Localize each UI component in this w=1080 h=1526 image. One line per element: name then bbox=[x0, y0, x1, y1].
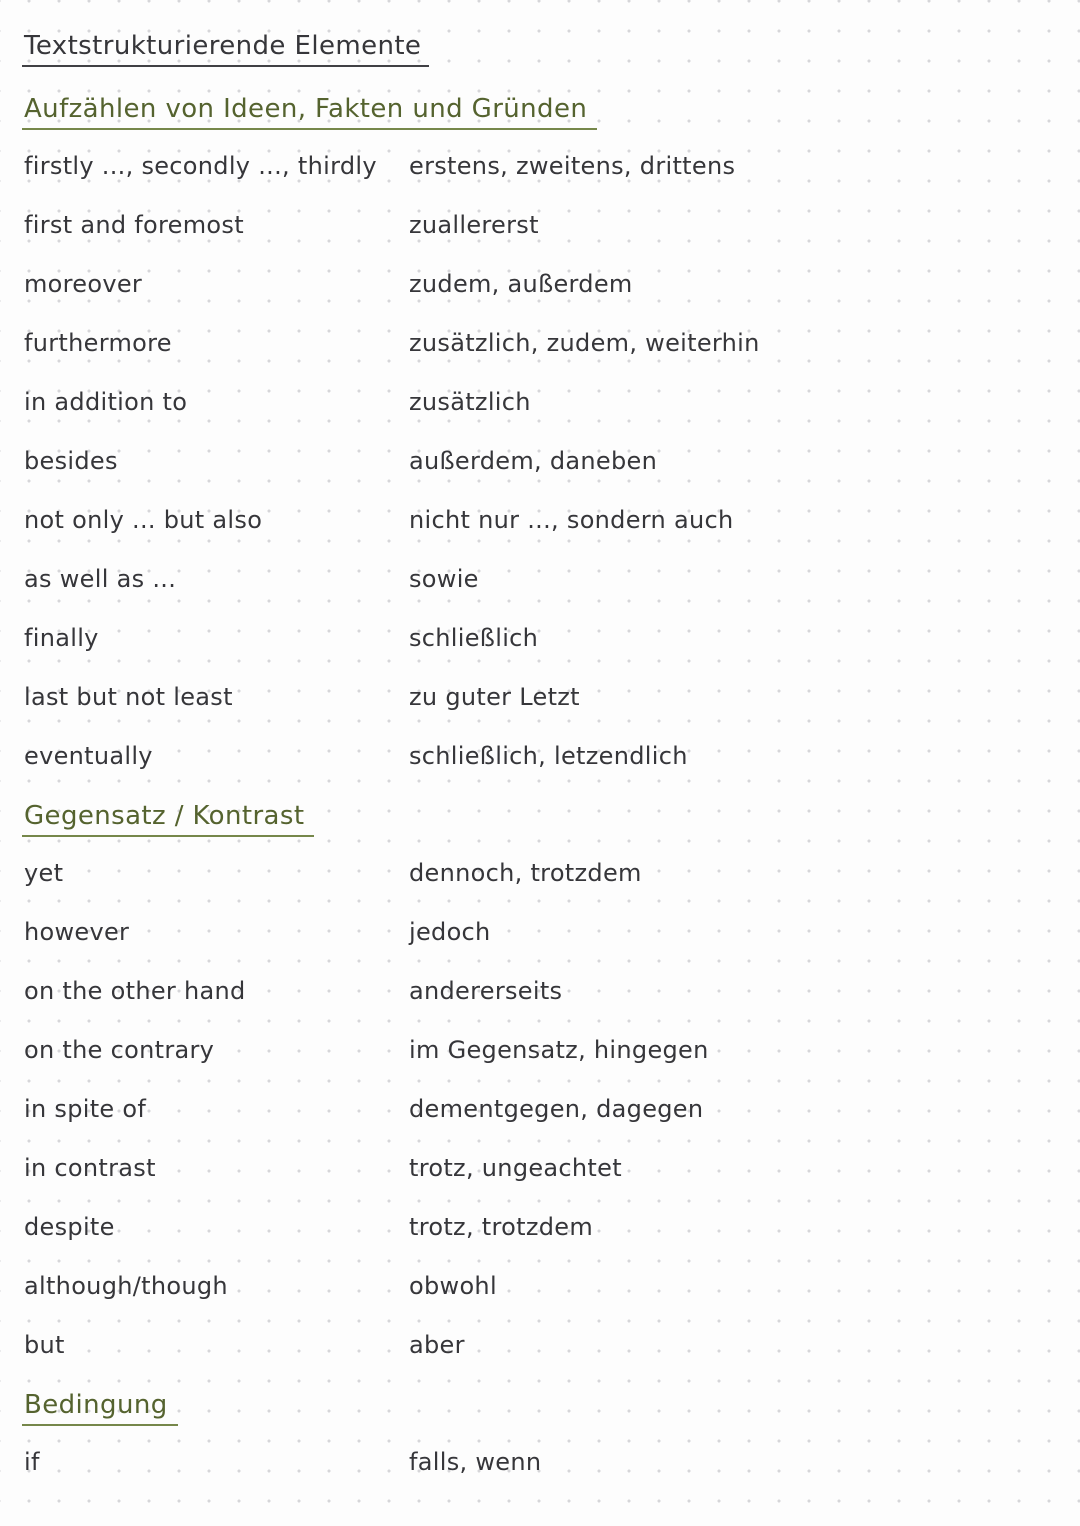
english-term: however bbox=[24, 917, 130, 946]
german-translation: zudem, außerdem bbox=[409, 269, 633, 298]
section-heading bbox=[22, 1374, 1062, 1432]
english-term: in spite of bbox=[24, 1094, 147, 1123]
vocab-row bbox=[22, 1197, 1062, 1256]
section-heading bbox=[22, 78, 1062, 136]
german-translation: falls, wenn bbox=[409, 1447, 542, 1476]
english-term: on the contrary bbox=[24, 1035, 215, 1064]
english-term: in addition to bbox=[24, 387, 188, 416]
english-term: yet bbox=[24, 858, 64, 887]
vocab-row bbox=[22, 490, 1062, 549]
german-translation: aber bbox=[409, 1330, 465, 1359]
german-translation: zu guter Letzt bbox=[409, 682, 580, 711]
english-term: last but not least bbox=[24, 682, 233, 711]
vocab-row bbox=[22, 136, 1062, 195]
vocab-row bbox=[22, 254, 1062, 313]
vocab-row bbox=[22, 1138, 1062, 1197]
vocab-row bbox=[22, 902, 1062, 961]
german-translation: dementgegen, dagegen bbox=[409, 1094, 704, 1123]
english-term: eventually bbox=[24, 741, 153, 770]
section-heading-text: Aufzählen von Ideen, Fakten und Gründen bbox=[22, 94, 597, 130]
section-heading-text: Bedingung bbox=[22, 1390, 178, 1426]
section-heading-text: Gegensatz / Kontrast bbox=[22, 801, 314, 837]
vocab-row bbox=[22, 1432, 1062, 1491]
vocab-row bbox=[22, 1256, 1062, 1315]
vocab-row bbox=[22, 1079, 1062, 1138]
vocab-row bbox=[22, 1315, 1062, 1374]
german-translation: nicht nur ..., sondern auch bbox=[409, 505, 734, 534]
german-translation: zusätzlich, zudem, weiterhin bbox=[409, 328, 760, 357]
english-term: not only ... but also bbox=[24, 505, 263, 534]
vocab-row bbox=[22, 843, 1062, 902]
vocab-row bbox=[22, 1020, 1062, 1079]
english-term: although/though bbox=[24, 1271, 228, 1300]
english-term: on the other hand bbox=[24, 976, 246, 1005]
vocab-row bbox=[22, 667, 1062, 726]
english-term: if bbox=[24, 1447, 40, 1476]
german-translation: trotz, trotzdem bbox=[409, 1212, 594, 1241]
page-title-text: Textstrukturierende Elemente bbox=[22, 31, 429, 67]
german-translation: sowie bbox=[409, 564, 479, 593]
vocab-row bbox=[22, 372, 1062, 431]
english-term: first and foremost bbox=[24, 210, 244, 239]
vocab-row bbox=[22, 961, 1062, 1020]
german-translation: schließlich, letzendlich bbox=[409, 741, 688, 770]
german-translation: andererseits bbox=[409, 976, 563, 1005]
german-translation: dennoch, trotzdem bbox=[409, 858, 642, 887]
page-title bbox=[22, 20, 1062, 78]
german-translation: zuallererst bbox=[409, 210, 539, 239]
english-term: as well as ... bbox=[24, 564, 177, 593]
german-translation: außerdem, daneben bbox=[409, 446, 658, 475]
german-translation: erstens, zweitens, drittens bbox=[409, 151, 736, 180]
vocab-row bbox=[22, 549, 1062, 608]
english-term: firstly ..., secondly ..., thirdly bbox=[24, 151, 377, 180]
english-term: despite bbox=[24, 1212, 115, 1241]
english-term: moreover bbox=[24, 269, 143, 298]
german-translation: obwohl bbox=[409, 1271, 497, 1300]
german-translation: schließlich bbox=[409, 623, 539, 652]
vocab-row bbox=[22, 195, 1062, 254]
english-term: besides bbox=[24, 446, 118, 475]
english-term: in contrast bbox=[24, 1153, 156, 1182]
vocab-row bbox=[22, 431, 1062, 490]
vocab-row bbox=[22, 726, 1062, 785]
vocab-row bbox=[22, 313, 1062, 372]
section-heading bbox=[22, 785, 1062, 843]
german-translation: trotz, ungeachtet bbox=[409, 1153, 622, 1182]
english-term: furthermore bbox=[24, 328, 172, 357]
german-translation: im Gegensatz, hingegen bbox=[409, 1035, 709, 1064]
german-translation: zusätzlich bbox=[409, 387, 531, 416]
english-term: but bbox=[24, 1330, 65, 1359]
vocab-sections bbox=[22, 78, 1062, 1491]
vocab-row bbox=[22, 608, 1062, 667]
english-term: finally bbox=[24, 623, 99, 652]
german-translation: jedoch bbox=[409, 917, 491, 946]
